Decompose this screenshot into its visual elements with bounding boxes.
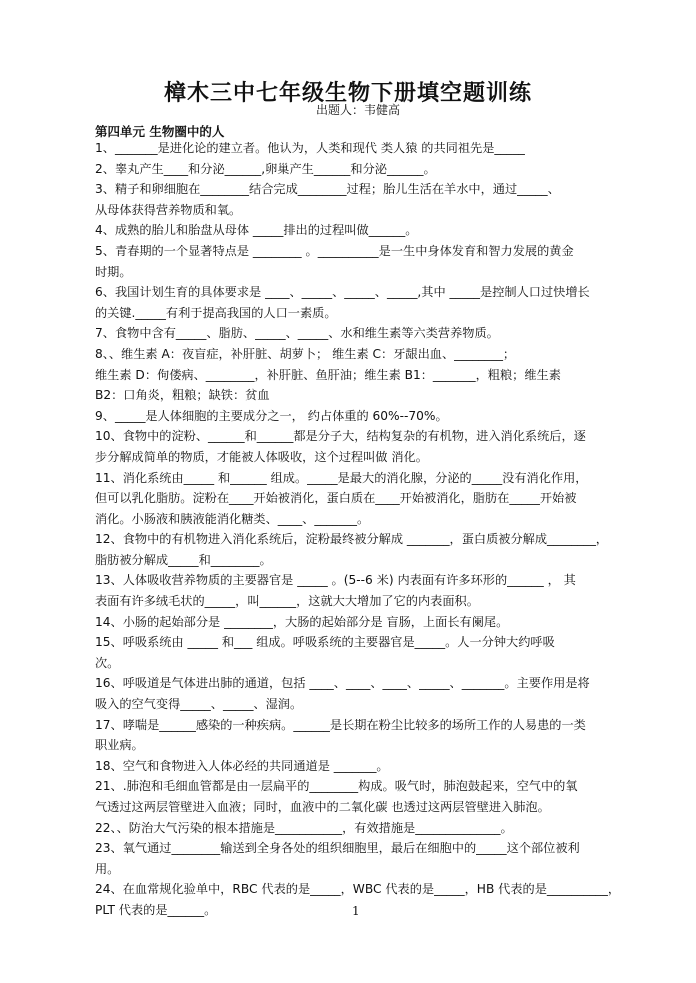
text-line: 2、睾丸产生____和分泌______,卵巢产生______和分泌______。 [95, 161, 436, 176]
text-line: 6、我国计划生育的具体要求是 ____、_____、_____、_____,其中 _____是控制人口过快增长 [95, 285, 590, 300]
text-line: 职业病。 [95, 738, 144, 753]
text-line: 步分解成简单的物质，才能被人体吸收，这个过程叫做 消化。 [95, 449, 428, 464]
text-line: 24、在血常规化验单中，RBC 代表的是_____，WBC 代表的是_____，HB 代表的是__________， [95, 882, 621, 897]
text-line: 22、、防治大气污染的根本措施是___________，有效措施是______________。 [95, 820, 513, 835]
document-title: 樟木三中七年级生物下册填空题训练 [163, 80, 532, 106]
text-line: 表面有许多绒毛状的_____，叫______，这就大大增加了它的内表面积。 [95, 594, 479, 609]
question-list [95, 138, 635, 921]
text-line: B2：口角炎，粗粮；缺铁：贫血 [95, 388, 270, 403]
text-line: 12、食物中的有机物进入消化系统后，淀粉最终被分解成 _______，蛋白质被分解成________， [95, 532, 608, 547]
text-line: 8、、维生素 A：夜盲症，补肝脏、胡萝卜； 维生素 C：牙龈出血、________； [95, 346, 516, 361]
text-line: 13、人体吸收营养物质的主要器官是 _____ 。(5--6 米) 内表面有许多环形的______ ， 其 [95, 573, 576, 588]
text-line: 5、青春期的一个显著特点是 ________ 。__________是一生中身体发育和智力发展的黄金 [95, 243, 574, 258]
text-line: PLT 代表的是______。 [95, 902, 217, 917]
text-line: 16、呼吸道是气体进出肺的通道，包括 ____、____、____、_____、_______。主要作用是将 [95, 676, 590, 691]
author-line: 出题人：韦健高 [316, 103, 401, 117]
text-line: 吸入的空气变得_____、_____、湿润。 [95, 697, 303, 712]
text-line: 的关键._____有利于提高我国的人口一素质。 [95, 305, 337, 320]
text-line: 9、_____是人体细胞的主要成分之一， 约占体重的 60%--70%。 [95, 408, 448, 423]
text-line: 18、空气和食物进入人体必经的共同通道是 _______。 [95, 758, 389, 773]
text-line: 10、食物中的淀粉、______和______都是分子大，结构复杂的有机物，进入消化系统后，逐 [95, 429, 586, 444]
text-line: 7、食物中含有_____、脂肪、_____、_____、水和维生素等六类营养物质。 [95, 326, 499, 341]
text-line: 21、.肺泡和毛细血管都是由一层扁平的________构成。吸气时，肺泡鼓起来，空气中的氧 [95, 779, 578, 794]
text-line: 17、哮喘是______感染的一种疾病。______是长期在粉尘比较多的场所工作的人易患的一类 [95, 717, 586, 732]
text-line: 但可以乳化脂肪。淀粉在____开始被消化，蛋白质在____开始被消化，脂肪在_____开始被 [95, 491, 577, 506]
text-line: 23、氧气通过________输送到全身各处的组织细胞里，最后在细胞中的_____这个部位被利 [95, 841, 580, 856]
text-line: 维生素 D：佝偻病、________，补肝脏、鱼肝油；维生素 B1：_______，粗粮；维生素 [95, 367, 561, 382]
text-line: 14、小肠的起始部分是 ________，大肠的起始部分是 盲肠，上面长有阑尾。 [95, 614, 509, 629]
text-line: 脂肪被分解成_____和________。 [95, 552, 272, 567]
text-line: 气透过这两层管壁进入血液；同时，血液中的二氧化碳 也透过这两层管壁进入肺泡。 [95, 800, 550, 814]
text-line: 消化。小肠液和胰液能消化糖类、____、_______。 [95, 511, 370, 526]
text-line: 次。 [95, 655, 120, 670]
text-line: 11、消化系统由_____ 和______ 组成。_____是最大的消化腺，分泌的_____没有消化作用， [95, 470, 588, 485]
text-line: 时期。 [95, 264, 132, 279]
page-number: 1 [352, 904, 360, 918]
text-line: 4、成熟的胎儿和胎盘从母体 _____排出的过程叫做______。 [95, 223, 418, 238]
text-line: 从母体获得营养物质和氧。 [95, 202, 242, 217]
text-line: 用。 [95, 861, 120, 876]
text-line: 15、呼吸系统由 _____ 和___ 组成。呼吸系统的主要器官是_____。人一分钟大约呼吸 [95, 635, 555, 650]
text-line: 1、_______是进化论的建立者。他认为，人类和现代 类人猿 的共同祖先是_____ [95, 141, 525, 155]
unit-heading: 第四单元 生物圈中的人 [95, 124, 225, 139]
text-line: 3、精子和卵细胞在________结合完成________过程；胎儿生活在羊水中，通过_____、 [95, 182, 560, 197]
